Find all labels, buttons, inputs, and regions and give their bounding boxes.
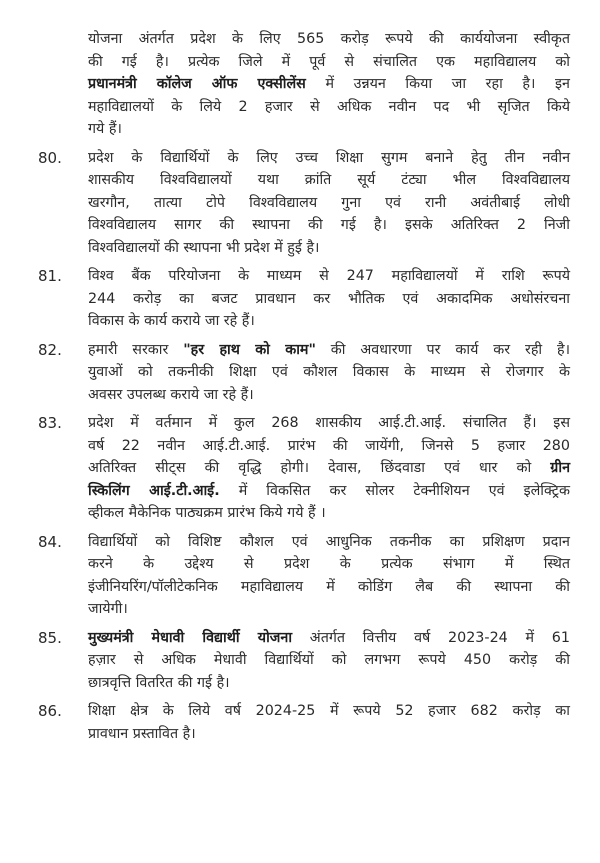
text-line (88, 73, 570, 96)
text-segment: वर्ष 22 नवीन आई.टी.आई. प्रारंभ की जायेंगी, जिनसे 5 हजार 280 (88, 437, 570, 454)
bold-text: मुख्यमंत्री मेधावी विद्यार्थी योजना (88, 629, 293, 646)
bold-text: ग्रीन (550, 460, 570, 476)
text-segment: प्रावधान प्रस्तावित है। (88, 725, 196, 742)
text-line (88, 576, 570, 599)
text-line (88, 310, 570, 333)
text-segment: अवसर उपलब्ध कराये जा रहे हैं। (88, 386, 254, 403)
paragraph-number: 84. (38, 532, 62, 551)
text-line (88, 361, 570, 384)
text-line (88, 531, 570, 554)
paragraph-number: 83. (38, 414, 62, 432)
text-line (88, 649, 570, 672)
text-segment: हज़ार से अधिक मेधावी विद्यार्थियों को लगभग रूपये 450 करोड़ की (88, 652, 570, 668)
text-line (88, 169, 570, 192)
text-line (88, 192, 570, 215)
text-line (88, 627, 570, 650)
paragraph-number: 80. (38, 148, 62, 167)
text-line (88, 147, 570, 170)
text-segment: व्हीकल मैकेनिक पाठ्यक्रम प्रारंभ किये गये हैं । (88, 505, 326, 521)
text-segment: की अवधारणा पर कार्य कर रही है। (315, 341, 571, 358)
numbered-paragraph (38, 339, 570, 407)
text-line (88, 672, 570, 695)
text-line (88, 457, 570, 480)
text-segment: विश्वविद्यालयों की स्थापना भी प्रदेश में हुई है। (88, 239, 320, 256)
bold-text: प्रधानमंत्री कॉलेज ऑफ एक्सीलेंस (88, 76, 306, 92)
numbered-paragraph (38, 265, 570, 333)
text-segment: विश्वविद्यालय सागर की स्थापना की गई है। इसके अतिरिक्त 2 निजी (88, 217, 570, 233)
text-segment: विद्यार्थियों को विशिष्ट कौशल एवं आधुनिक तकनीक का प्रशिक्षण प्रदान (88, 533, 570, 550)
text-line (88, 412, 570, 435)
text-segment: गये हैं। (88, 121, 122, 137)
text-line (88, 214, 570, 237)
text-segment: योजना अंतर्गत प्रदेश के लिए 565 करोड़ रूपये की कार्ययोजना स्वीकृत (88, 31, 570, 47)
numbered-paragraph (38, 627, 570, 695)
text-line (88, 553, 570, 576)
text-line (88, 237, 570, 260)
text-line (88, 502, 570, 525)
text-segment: छात्रवृत्ति वितरित की गई है। (88, 674, 230, 691)
text-line (88, 288, 570, 311)
text-line (88, 118, 570, 141)
numbered-paragraph (38, 147, 570, 260)
text-line (88, 51, 570, 74)
text-segment: इंजीनियरिंग/पॉलीटेकनिक महाविद्यालय में कोडिंग लैब की स्थापना की (88, 578, 570, 595)
text-segment: खरगौन, तात्या टोपे विश्वविद्यालय गुना एवं रानी अवंतीबाई लोधी (88, 194, 570, 211)
paragraph-number: 81. (38, 267, 62, 285)
numbered-paragraph (38, 531, 570, 621)
bold-text: "हर हाथ को काम" (183, 341, 316, 358)
text-line (88, 28, 570, 51)
bold-text: स्किलिंग आई.टी.आई. (88, 482, 220, 499)
text-segment: विश्व बैंक परियोजना के माध्यम से 247 महाविद्यालयों में राशि रूपये (88, 268, 570, 284)
text-segment: प्रदेश में वर्तमान में कुल 268 शासकीय आई.टी.आई. संचालित हैं। इस (88, 415, 570, 431)
text-segment: करने के उद्देश्य से प्रदेश के प्रत्येक संभाग में स्थित (88, 556, 570, 572)
text-line (88, 435, 570, 458)
numbered-paragraph (38, 700, 570, 745)
text-segment: युवाओं को तकनीकी शिक्षा एवं कौशल विकास के माध्यम से रोजगार के (88, 364, 570, 380)
text-segment: शासकीय विश्वविद्यालयों यथा क्रांति सूर्य टंट्या भील विश्वविद्यालय (88, 172, 570, 188)
text-segment: अतिरिक्त सीट्स की वृद्धि होगी। देवास, छिंदवाडा एवं धार को (88, 460, 551, 476)
text-segment: प्रदेश के विद्यार्थियों के लिए उच्च शिक्षा सुगम बनाने हेतु तीन नवीन (88, 149, 570, 166)
text-segment: अंतर्गत वित्तीय वर्ष 2023-24 में 61 (292, 629, 570, 646)
text-line (88, 384, 570, 407)
text-segment: में उन्नयन किया जा रहा है। इन (305, 76, 570, 92)
text-line (88, 480, 570, 503)
text-line (88, 598, 570, 621)
text-segment: 244 करोड़ का बजट प्रावधान कर भौतिक एवं अकादमिक अधोसंरचना (88, 290, 570, 307)
text-line (88, 339, 570, 362)
text-segment: शिक्षा क्षेत्र के लिये वर्ष 2024-25 में रूपये 52 हजार 682 करोड़ का (88, 703, 570, 719)
text-line (88, 265, 570, 288)
text-segment: जायेगी। (88, 601, 128, 617)
text-line (88, 96, 570, 119)
text-segment: हमारी सरकार (88, 341, 184, 358)
text-segment: में विकसित कर सोलर टेक्नीशियन एवं इलेक्ट्रिक (219, 482, 570, 499)
text-line (88, 700, 570, 723)
paragraph-number: 82. (38, 340, 62, 359)
paragraph-number: 86. (38, 702, 62, 720)
text-segment: की गई है। प्रत्येक जिले में पूर्व से संचालित एक महाविद्यालय को (88, 53, 570, 70)
text-segment: महाविद्यालयों के लिये 2 हजार से अधिक नवीन पद भी सृजित किये (88, 98, 570, 115)
paragraph-number: 85. (38, 628, 62, 647)
numbered-paragraph (38, 412, 570, 525)
text-line (88, 723, 570, 746)
continued-paragraph (38, 28, 570, 141)
text-segment: विकास के कार्य कराये जा रहे हैं। (88, 313, 255, 329)
